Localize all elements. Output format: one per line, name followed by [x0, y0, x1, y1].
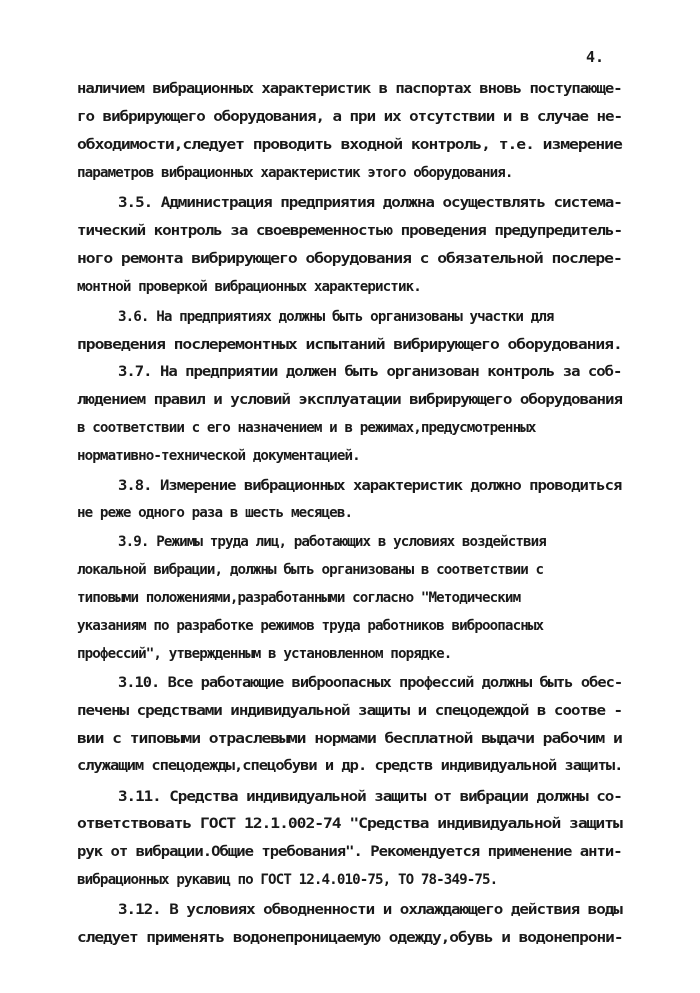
- paragraph-3-5-start: 3.5. Администрация предприятия должна осуществлять система-: [118, 195, 622, 211]
- paragraph-3-9-start: 3.9. Режимы труда лиц, работающих в условиях воздействия: [118, 534, 546, 550]
- text-line: вии с типовыми отраслевыми нормами бесплатной выдачи рабочим и: [77, 731, 622, 747]
- page-number: 4.: [586, 48, 605, 66]
- text-line: рук от вибрации.Общие требования". Рекомендуется применение анти-: [77, 844, 622, 860]
- paragraph-3-10-start: 3.10. Все работающие виброопасных профессий должны быть обес-: [118, 675, 623, 691]
- text-line: в соответствии с его назначением и в режимах,предусмотренных: [77, 420, 536, 436]
- text-line: обходимости,следует проводить входной контроль, т.е. измерение: [77, 137, 622, 153]
- text-line: параметров вибрационных характеристик этого оборудования.: [77, 165, 513, 181]
- text-line: проведения послеремонтных испытаний вибрирующего оборудования.: [77, 337, 622, 353]
- text-line: вибрационных рукавиц по ГОСТ 12.4.010-75, ТО 78-349-75.: [77, 872, 498, 888]
- paragraph-3-8-start: 3.8. Измерение вибрационных характеристик должно проводиться: [118, 478, 622, 494]
- text-line: монтной проверкой вибрационных характеристик.: [77, 279, 421, 295]
- text-line: типовыми положениями,разработанными согласно "Методическим: [77, 590, 521, 606]
- text-line: го вибрирующего оборудования, а при их отсутствии и в случае не-: [77, 109, 623, 125]
- paragraph-3-12-start: 3.12. В условиях обводненности и охлаждающего действия воды: [118, 902, 622, 918]
- paragraph-3-6-start: 3.6. На предприятиях должны быть организованы участки для: [118, 309, 554, 325]
- text-line: ного ремонта вибрирующего оборудования с обязательной послере-: [77, 251, 622, 267]
- text-line: профессий", утвержденным в установленном порядке.: [77, 646, 452, 662]
- paragraph-3-11-start: 3.11. Средства индивидуальной защиты от вибрации должны со-: [118, 789, 622, 805]
- text-line: не реже одного раза в шесть месяцев.: [77, 505, 353, 521]
- text-line: локальной вибрации, должны быть организованы в соответствии с: [77, 562, 544, 578]
- text-line: указаниям по разработке режимов труда работников виброопасных: [77, 618, 544, 634]
- text-line: печены средствами индивидуальной защиты и спецодеждой в соотве -: [77, 703, 623, 719]
- text-line: служащим спецодежды,спецобуви и др. средств индивидуальной защиты.: [77, 758, 623, 774]
- text-line: ответствовать ГОСТ 12.1.002-74 "Средства индивидуальной защиты: [77, 816, 622, 832]
- text-line: тический контроль за своевременностью проведения предупредитель-: [77, 223, 623, 239]
- text-line: людением правил и условий эксплуатации вибрирующего оборудования: [77, 392, 623, 408]
- paragraph-3-7-start: 3.7. На предприятии должен быть организован контроль за соб-: [118, 364, 622, 380]
- text-line: следует применять водонепроницаемую одежду,обувь и водонепрони-: [77, 930, 623, 946]
- text-line: нормативно-технической документацией.: [77, 448, 360, 464]
- text-line: наличием вибрационных характеристик в паспортах вновь поступающе-: [77, 81, 622, 97]
